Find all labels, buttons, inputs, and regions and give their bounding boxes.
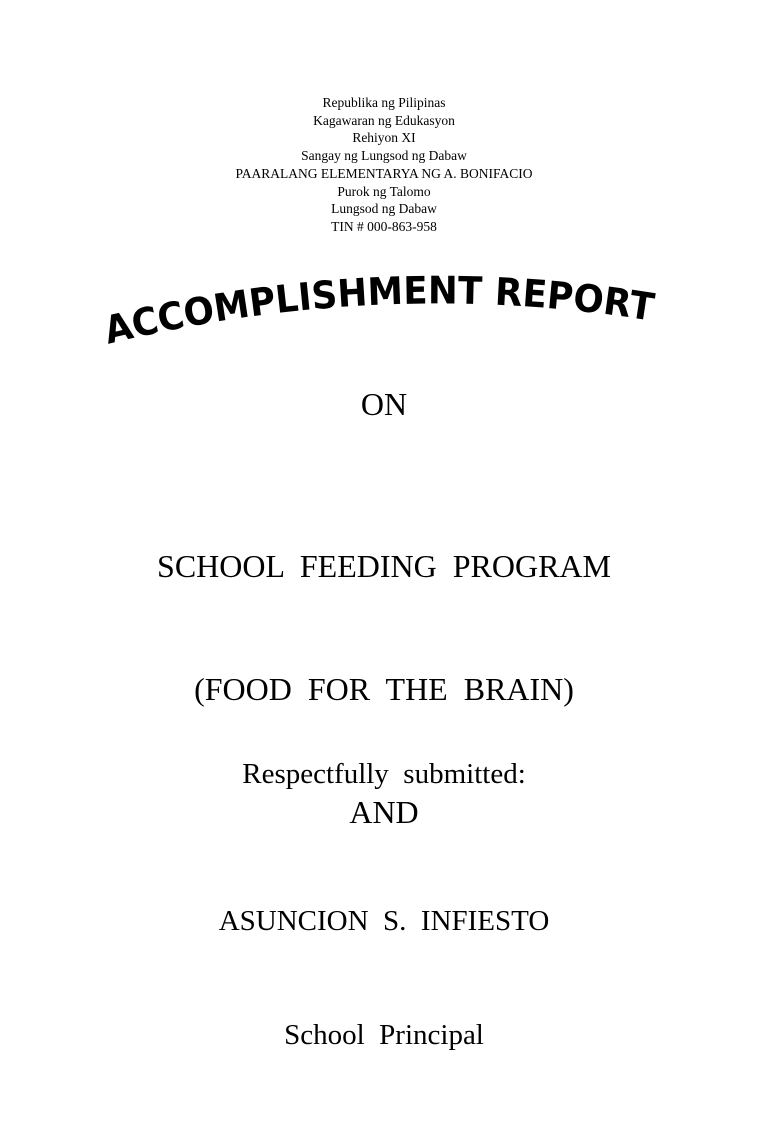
report-subject-line-1: SCHOOL FEEDING PROGRAM (157, 548, 611, 584)
report-subject-line-2: (FOOD FOR THE BRAIN) (194, 671, 574, 707)
signatory-position: School Principal (284, 1019, 484, 1051)
signatory (0, 826, 768, 1130)
report-title (99, 268, 668, 360)
letterhead-district: Purok ng Talomo (337, 183, 431, 199)
report-subject-line-3: AND (349, 794, 419, 830)
letterhead-region: Rehiyon XI (352, 130, 416, 146)
submission-label: Respectfully submitted: (242, 758, 526, 790)
letterhead-city: Lungsod ng Dabaw (331, 201, 437, 217)
report-title-text (100, 268, 657, 352)
report-title-path: ACCOMPLISHMENT REPORT (99, 268, 659, 353)
letterhead-republic: Republika ng Pilipinas (322, 95, 446, 110)
letterhead-division: Sangay ng Lungsod ng Dabaw (301, 148, 467, 164)
signatory-name: ASUNCION S. INFIESTO (218, 905, 550, 937)
letterhead-school-name: PAARALANG ELEMENTARYA NG A. BONIFACIO (235, 165, 533, 181)
letterhead-tin: TIN # 000-863-958 (331, 218, 437, 234)
letterhead-department: Kagawaran ng Edukasyon (313, 112, 455, 128)
letterhead (0, 94, 768, 236)
report-on: ON (360, 386, 408, 422)
